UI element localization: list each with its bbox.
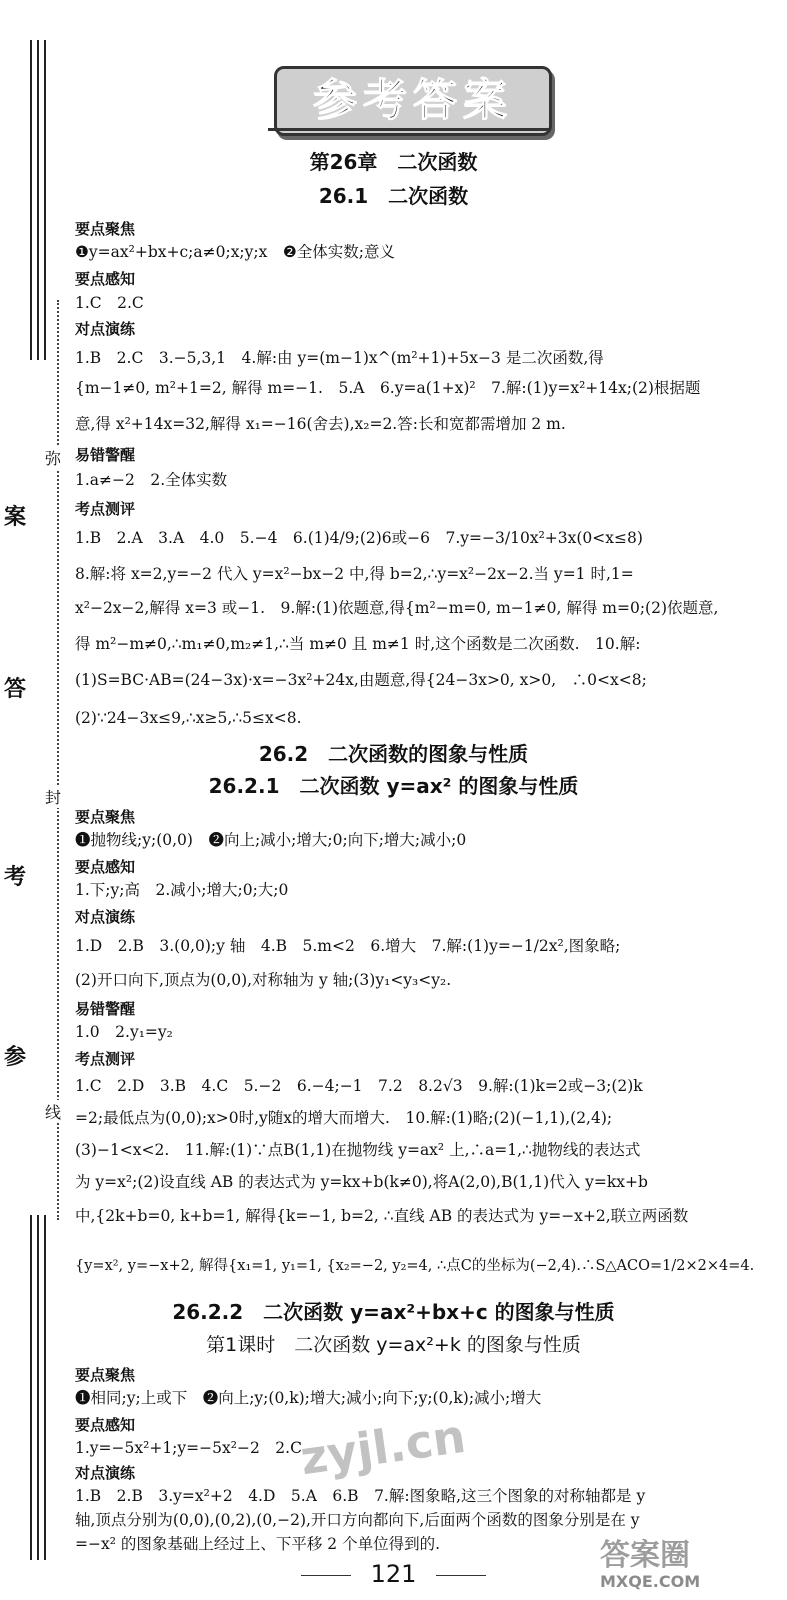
margin-label: 参	[4, 1045, 27, 1070]
answer-line: =2;最低点为(0,0);x>0时,y随x的增大而增大. 10.解:(1)略;(2)(−1,1),(2,4);	[75, 1109, 613, 1127]
answer-line: (1)S=BC·AB=(24−3x)·x=−3x²+24x,由题意,得{24−3x>0, x>0, ∴0<x<8;	[75, 671, 647, 689]
page-number: 121	[0, 1560, 787, 1588]
section-heading: 考点测评	[75, 500, 136, 518]
margin-char: 线	[45, 1100, 61, 1123]
margin-label: 考	[4, 865, 27, 890]
section-heading: 要点感知	[75, 270, 136, 288]
answer-line: 为 y=x²;(2)设直线 AB 的表达式为 y=kx+b(k≠0),将A(2,0),B(1,1)代入 y=kx+b	[75, 1173, 648, 1191]
answer-line: 意,得 x²+14x=32,解得 x₁=−16(舍去),x₂=2.答:长和宽都需增加 2 m.	[75, 415, 566, 433]
answer-line: 1.B 2.A 3.A 4.0 5.−4 6.(1)4/9;(2)6或−6 7.y=−3/10x²+3x(0<x≤8)	[75, 529, 643, 547]
answer-line: 1.0 2.y₁=y₂	[75, 1023, 173, 1041]
answer-line: 1.下;y;高 2.减小;增大;0;大;0	[75, 881, 289, 899]
answer-line: 1.a≠−2 2.全体实数	[75, 471, 228, 489]
section-heading: 考点测评	[75, 1050, 136, 1068]
answer-line: {m−1≠0, m²+1=2, 解得 m=−1. 5.A 6.y=a(1+x)² 7.解:(1)y=x²+14x;(2)根据题	[75, 379, 701, 397]
section-heading: 要点聚焦	[75, 220, 136, 238]
section-heading: 对点演练	[75, 908, 136, 926]
answer-line: {y=x², y=−x+2, 解得{x₁=1, y₁=1, {x₂=−2, y₂=4, ∴点C的坐标为(−2,4).∴S△ACO=1/2×2×4=4.	[75, 1258, 755, 1274]
section-title: 26.2.2 二次函数 y=ax²+bx+c 的图象与性质	[172, 1300, 615, 1324]
answer-line: 中,{2k+b=0, k+b=1, 解得{k=−1, b=2, ∴直线 AB 的表达式为 y=−x+2,联立两函数	[75, 1207, 689, 1225]
answer-line: 1.C 2.D 3.B 4.C 5.−2 6.−4;−1 7.2 8.2√3 9.解:(1)k=2或−3;(2)k	[75, 1077, 643, 1095]
lesson-title: 第1课时 二次函数 y=ax²+k 的图象与性质	[206, 1334, 581, 1356]
section-heading: 要点聚焦	[75, 1366, 136, 1384]
chapter-title: 第26章 二次函数	[309, 150, 478, 174]
margin-char: 封	[45, 785, 61, 808]
section-heading: 要点感知	[75, 1416, 136, 1434]
answer-banner	[274, 66, 552, 136]
answer-line: 1.B 2.C 3.−5,3,1 4.解:由 y=(m−1)x^(m²+1)+5x−3 是二次函数,得	[75, 349, 604, 367]
margin-line	[30, 1215, 32, 1560]
banner-underline	[268, 128, 550, 131]
answer-line: 1.D 2.B 3.(0,0);y 轴 4.B 5.m<2 6.增大 7.解:(1)y=−1/2x²,图象略;	[75, 937, 621, 955]
url-watermark: MXQE.COM	[600, 1572, 701, 1591]
answer-line: ❶y=ax²+bx+c;a≠0;x;y;x ❷全体实数;意义	[75, 243, 395, 261]
margin-label: 答	[4, 677, 27, 702]
section-title: 26.1 二次函数	[318, 184, 469, 208]
answer-line: =−x² 的图象基础上经过上、下平移 2 个单位得到的.	[75, 1535, 441, 1553]
answer-line: 得 m²−m≠0,∴m₁≠0,m₂≠1,∴当 m≠0 且 m≠1 时,这个函数是二次函数. 10.解:	[75, 635, 641, 653]
section-heading: 易错警醒	[75, 1000, 136, 1018]
margin-label: 案	[4, 505, 27, 530]
answer-line: ❶相同;y;上或下 ❷向上;y;(0,k);增大;减小;向下;y;(0,k);减小;增大	[75, 1389, 542, 1407]
section-heading: 对点演练	[75, 320, 136, 338]
answer-line: 1.y=−5x²+1;y=−5x²−2 2.C	[75, 1439, 302, 1457]
answer-line: x²−2x−2,解得 x=3 或−1. 9.解:(1)依题意,得{m²−m=0, m−1≠0, 解得 m=0;(2)依题意,	[75, 599, 719, 617]
site-watermark: zyjl.cn	[297, 1408, 469, 1486]
answer-line: 轴,顶点分别为(0,0),(0,2),(0,−2),开口方向都向下,后面两个函数的图象分别是在 y	[75, 1511, 640, 1529]
answer-line: 1.C 2.C	[75, 294, 144, 312]
section-heading: 易错警醒	[75, 446, 136, 464]
logo-watermark: 答案圈	[600, 1538, 690, 1573]
answer-line: ❶抛物线;y;(0,0) ❷向上;减小;增大;0;向下;增大;减小;0	[75, 831, 467, 849]
answer-line: (2)开口向下,顶点为(0,0),对称轴为 y 轴;(3)y₁<y₃<y₂.	[75, 971, 452, 989]
banner-title: 参考答案	[313, 75, 513, 126]
section-heading: 要点感知	[75, 858, 136, 876]
section-heading: 对点演练	[75, 1464, 136, 1482]
margin-char: 弥	[45, 446, 61, 469]
answer-line: (2)∵24−3x≤9,∴x≥5,∴5≤x<8.	[75, 709, 302, 727]
margin-line	[37, 1215, 39, 1560]
subsection-title: 26.2.1 二次函数 y=ax² 的图象与性质	[208, 774, 579, 798]
answer-line: 8.解:将 x=2,y=−2 代入 y=x²−bx−2 中,得 b=2,∴y=x²−2x−2.当 y=1 时,1=	[75, 565, 634, 583]
section-heading: 要点聚焦	[75, 808, 136, 826]
margin-line	[44, 1215, 46, 1560]
section-title: 26.2 二次函数的图象与性质	[258, 742, 529, 766]
answer-line: (3)−1<x<2. 11.解:(1)∵点B(1,1)在抛物线 y=ax² 上,∴a=1,∴抛物线的表达式	[75, 1141, 641, 1159]
answer-line: 1.B 2.B 3.y=x²+2 4.D 5.A 6.B 7.解:图象略,这三个图象的对称轴都是 y	[75, 1487, 646, 1505]
